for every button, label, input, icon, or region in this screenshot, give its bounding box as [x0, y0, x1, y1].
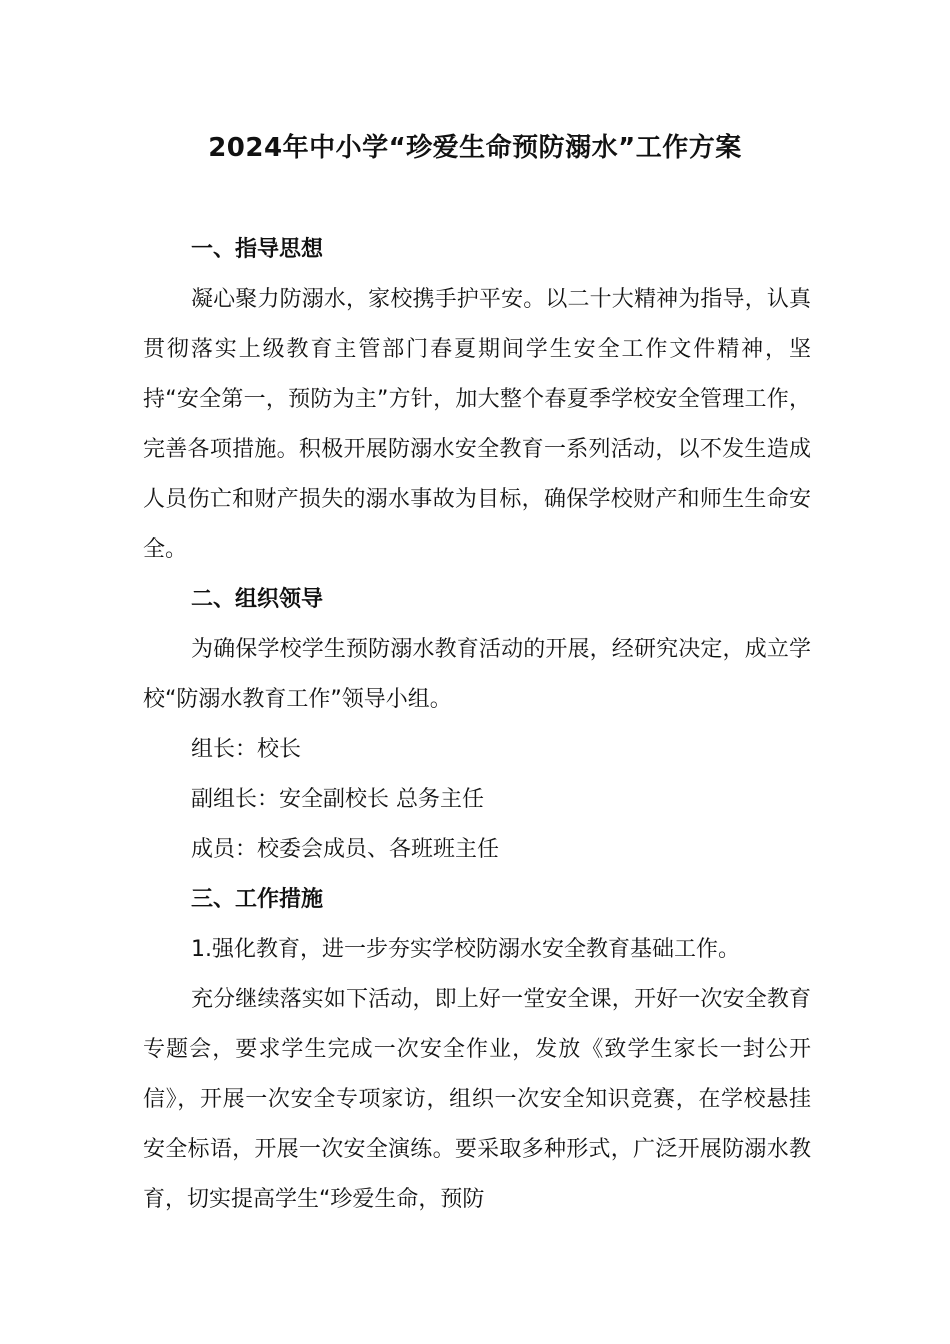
paragraph-organization: 为确保学校学生预防溺水教育活动的开展，经研究决定，成立学校“防溺水教育工作”领导小组。: [143, 637, 811, 712]
document-body: [143, 225, 811, 1225]
paragraph-leader: 组长：校长: [191, 737, 302, 762]
document-title: 2024年中小学“珍爱生命预防溺水”工作方案: [208, 133, 742, 163]
paragraph-deputy-leader: 副组长：安全副校长 总务主任: [191, 787, 484, 812]
paragraph-guiding-ideology: 凝心聚力防溺水，家校携手护平安。以二十大精神为指导，认真贯彻落实上级教育主管部门春夏期间学生安全工作文件精神，坚持“安全第一，预防为主”方针，加大整个春夏季学校安全管理工作，完善各项措施。积极开展防溺水安全教育一系列活动，以不发生造成人员伤亡和财产损失的溺水事故为目标，确保学校财产和师生生命安全。: [143, 287, 811, 562]
paragraph-measure-1-body: 充分继续落实如下活动，即上好一堂安全课，开好一次安全教育专题会，要求学生完成一次安全作业，发放《致学生家长一封公开信》，开展一次安全专项家访，组织一次安全知识竞赛，在学校悬挂安全标语，开展一次安全演练。要采取多种形式，广泛开展防溺水教育，切实提高学生“珍爱生命，预防: [143, 987, 811, 1212]
section-heading-organization: 二、组织领导: [191, 587, 324, 612]
section-heading-measures: 三、工作措施: [191, 887, 324, 912]
paragraph-members: 成员：校委会成员、各班班主任: [191, 837, 500, 862]
paragraph-measure-1-title: 1.强化教育，进一步夯实学校防溺水安全教育基础工作。: [191, 937, 740, 962]
section-heading-guiding-ideology: 一、指导思想: [191, 237, 324, 262]
